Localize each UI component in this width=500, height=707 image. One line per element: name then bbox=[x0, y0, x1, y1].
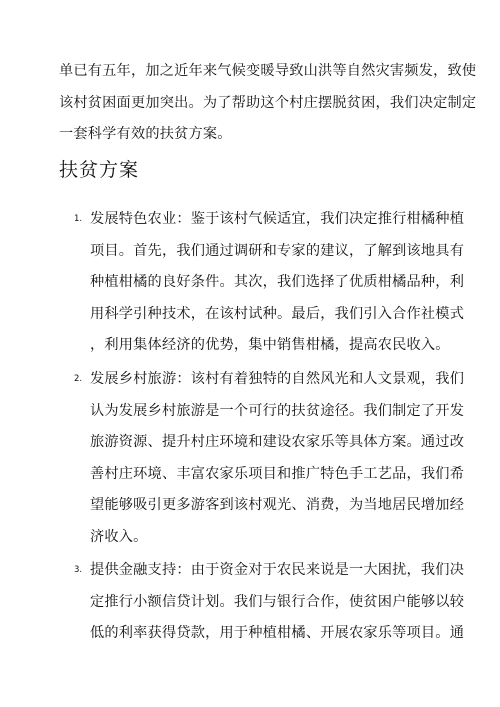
list-item-line: 认为发展乡村旅游是一个可行的扶贫途径。我们制定了开发 bbox=[90, 402, 465, 419]
list-item-line: 发展特色农业：鉴于该村气候适宜，我们决定推行柑橘种植 bbox=[90, 211, 465, 227]
intro-line: 单已有五年，加之近年来气候变暖导致山洪等自然灾害频发，致使 bbox=[59, 63, 477, 79]
intro-line: 一套科学有效的扶贫方案。 bbox=[59, 126, 232, 142]
list-item-line: 发展乡村旅游：该村有着独特的自然风光和人文景观，我们 bbox=[90, 371, 465, 387]
list-item-text bbox=[90, 364, 464, 553]
list-item-line: 济收入。 bbox=[90, 528, 148, 545]
list-item-text bbox=[90, 204, 464, 362]
section-heading: 扶贫方案 bbox=[59, 159, 140, 181]
list-item-line: 用科学引种技术，在该村试种。最后，我们引入合作社模式 bbox=[90, 305, 465, 322]
intro-paragraph bbox=[59, 56, 477, 151]
list-item-line: 项目。首先，我们通过调研和专家的建议，了解到该地具有 bbox=[90, 242, 465, 259]
list-item-line: 提供金融支持：由于资金对于农民来说是一大困扰，我们决 bbox=[90, 562, 465, 578]
list-item-number: 2. bbox=[74, 374, 83, 384]
list-item-line: 低的利率获得贷款，用于种植柑橘、开展农家乐等项目。通 bbox=[90, 625, 465, 641]
list-item-line: 善村庄环境、丰富农家乐项目和推广特色手工艺品，我们希 bbox=[90, 465, 465, 482]
intro-line: 该村贫困面更加突出。为了帮助这个村庄摆脱贫困，我们决定制定 bbox=[59, 94, 477, 111]
list-item-line: 定推行小额信贷计划。我们与银行合作，使贫困户能够以较 bbox=[90, 593, 465, 610]
list-item-line: 旅游资源、提升村庄环境和建设农家乐等具体方案。通过改 bbox=[90, 434, 465, 450]
list-item-line: 种植柑橘的良好条件。其次，我们选择了优质柑橘品种，利 bbox=[90, 274, 465, 290]
list-item-text bbox=[90, 555, 464, 650]
list-item-number: 1. bbox=[74, 214, 83, 224]
list-item-line: ，利用集体经济的优势，集中销售柑橘，提高农民收入。 bbox=[90, 337, 450, 353]
list-item-line: 望能够吸引更多游客到该村观光、消费，为当地居民增加经 bbox=[90, 497, 465, 513]
list-item-number: 3. bbox=[74, 565, 83, 575]
